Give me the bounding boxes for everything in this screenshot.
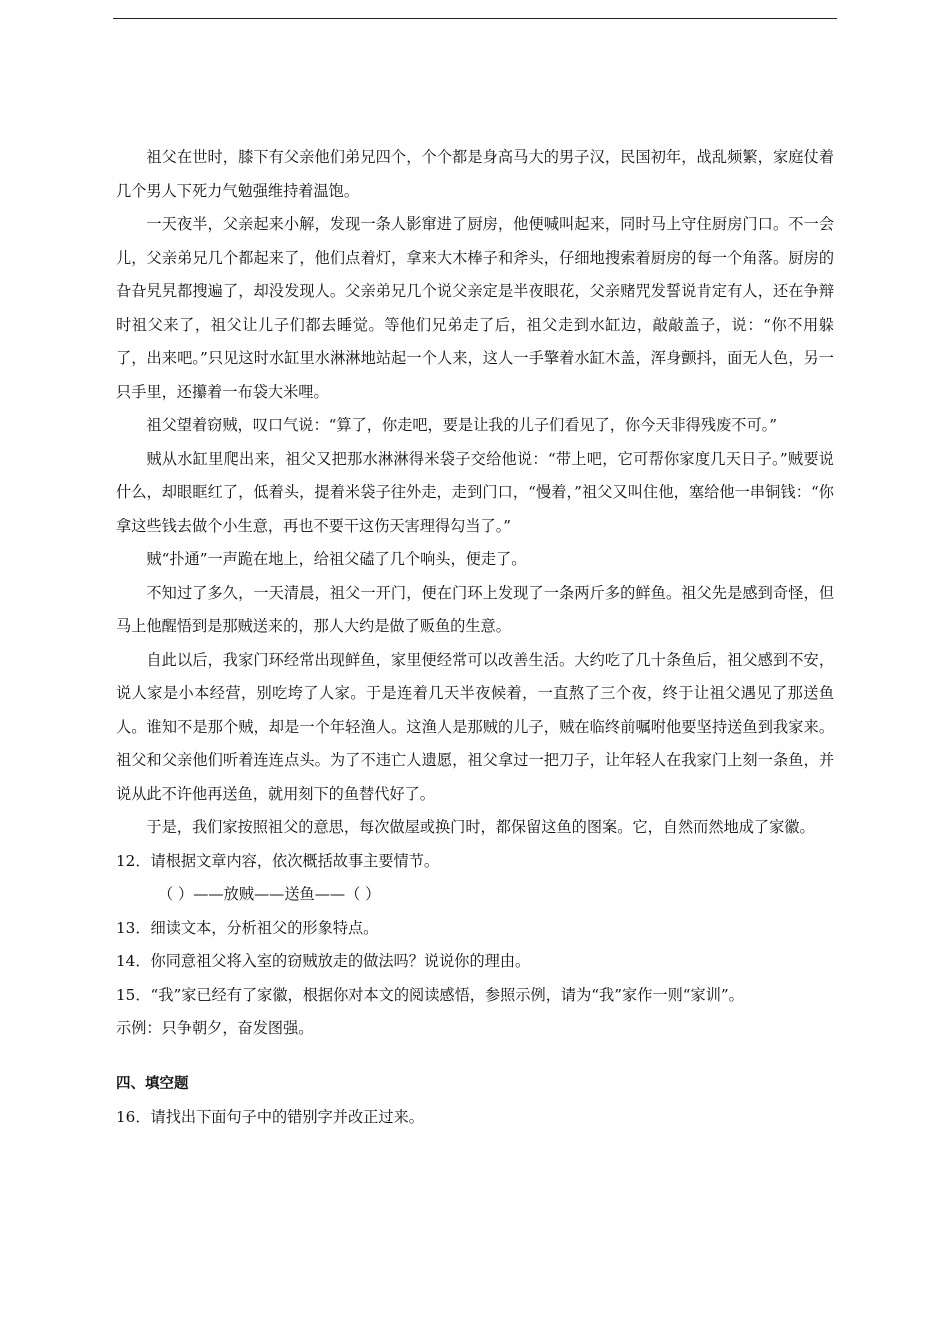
header-rule bbox=[113, 18, 837, 19]
section-4-title: 四、填空题 bbox=[116, 1075, 189, 1092]
passage-paragraph-8: 于是，我们家按照祖父的意思，每次做屋或换门时，都保留这鱼的图案。它，自然而然地成了家徽。 bbox=[146, 818, 815, 836]
passage-paragraph-1: 祖父在世时，膝下有父亲他们弟兄四个，个个都是身高马大的男子汉，民国初年，战乱频繁，家庭仗着几个男人下死力气勉强维持着温饱。 bbox=[116, 148, 834, 200]
passage-paragraph-3: 祖父望着窃贼，叹口气说：“算了，你走吧，要是让我的儿子们看见了，你今天非得残废不可。” bbox=[146, 416, 778, 434]
question-13: 13．细读文本，分析祖父的形象特点。 bbox=[116, 918, 379, 937]
question-12-fill-blanks: （ ）——放贼——送鱼——（ ） bbox=[158, 885, 381, 903]
passage-paragraph-2: 一天夜半，父亲起来小解，发现一条人影窜进了厨房，他便喊叫起来，同时马上守住厨房门口。不一会儿，父亲弟兄几个都起来了，他们点着灯，拿来大木棒子和斧头，仔细地搜索着厨房的每一个角落。厨房的旮旮旯旯都搜遍了，却没发现人。父亲弟兄几个说父亲定是半夜眼花，父亲赌咒发誓说肯定有人，还在争辩时祖父来了，祖父让儿子们都去睡觉。等他们兄弟走了后，祖父走到水缸边，敲敲盖子，说：“你不用躲了，出来吧。”只见这时水缸里水淋淋地站起一个人来，这人一手擎着水缸木盖，浑身颤抖，面无人色，另一只手里，还攥着一布袋大米哩。 bbox=[116, 215, 834, 401]
document-body bbox=[116, 141, 834, 1135]
passage-paragraph-5: 贼“扑通”一声跪在地上，给祖父磕了几个响头，便走了。 bbox=[146, 550, 527, 568]
question-12: 12．请根据文章内容，依次概括故事主要情节。 bbox=[116, 851, 440, 870]
question-15-example: 示例：只争朝夕，奋发图强。 bbox=[116, 1019, 314, 1037]
question-16: 16．请找出下面句子中的错别字并改正过来。 bbox=[116, 1108, 424, 1126]
passage-paragraph-4: 贼从水缸里爬出来，祖父又把那水淋淋得米袋子交给他说：“带上吧，它可帮你家度几天日子。”贼要说什么，却眼眶红了，低着头，提着米袋子往外走，走到门口，“慢着，”祖父又叫住他，塞给他一串铜钱：“你拿这些钱去做个小生意，再也不要干这伤天害理得勾当了。” bbox=[116, 449, 834, 535]
passage-paragraph-7: 自此以后，我家门环经常出现鲜鱼，家里便经常可以改善生活。大约吃了几十条鱼后，祖父感到不安，说人家是小本经营，别吃垮了人家。于是连着几天半夜候着，一直熬了三个夜，终于让祖父遇见了那送鱼人。谁知不是那个贼，却是一个年轻渔人。这渔人是那贼的儿子，贼在临终前嘱咐他要坚持送鱼到我家来。祖父和父亲他们听着连连点头。为了不违亡人遗愿，祖父拿过一把刀子，让年轻人在我家门上刻一条鱼，并说从此不许他再送鱼，就用刻下的鱼替代好了。 bbox=[116, 650, 834, 803]
question-15: 15．“我”家已经有了家徽，根据你对本文的阅读感悟，参照示例，请为“我”家作一则“家训”。 bbox=[116, 985, 744, 1004]
passage-paragraph-6: 不知过了多久，一天清晨，祖父一开门，便在门环上发现了一条两斤多的鲜鱼。祖父先是感到奇怪，但马上他醒悟到是那贼送来的，那人大约是做了贩鱼的生意。 bbox=[116, 583, 834, 635]
question-14: 14．你同意祖父将入室的窃贼放走的做法吗？说说你的理由。 bbox=[116, 952, 531, 970]
